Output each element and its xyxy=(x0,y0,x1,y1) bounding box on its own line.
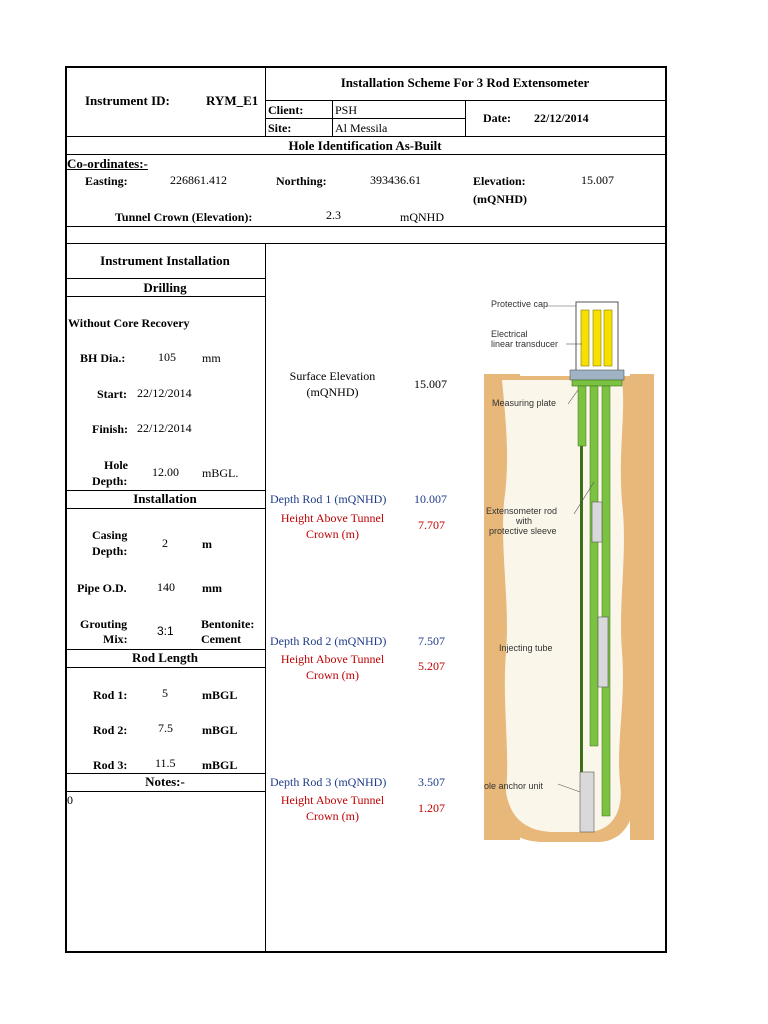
grout-label-1: Grouting xyxy=(80,617,128,631)
transducer-1 xyxy=(581,310,589,366)
hole-depth-label-2: Depth: xyxy=(92,474,128,488)
rod-2-label: Rod 2: xyxy=(93,723,128,737)
start-label: Start: xyxy=(97,387,127,401)
rod-sleeve-1 xyxy=(578,386,586,446)
section-line xyxy=(65,278,265,279)
injecting-tube-label: Injecting tube xyxy=(499,643,553,653)
rod-3-label: Rod 3: xyxy=(93,758,128,772)
site-label: Site: xyxy=(268,121,292,135)
section-line xyxy=(65,791,265,792)
rod-3-unit: mBGL xyxy=(202,758,238,772)
bh-dia-value: 105 xyxy=(158,350,176,364)
date-value: 22/12/2014 xyxy=(534,111,589,125)
hole-depth-unit: mBGL. xyxy=(202,466,239,480)
drilling-method: Without Core Recovery xyxy=(68,316,190,330)
hole-id-bottom xyxy=(65,154,665,155)
height-rod-1-label-2: Crown (m) xyxy=(306,527,359,541)
section-line xyxy=(65,296,265,297)
grout-label-2: Mix: xyxy=(103,632,128,646)
grout-value: 3:1 xyxy=(157,624,174,638)
page-title: Installation Scheme For 3 Rod Extensometer xyxy=(340,75,590,90)
anchor-label: ole anchor unit xyxy=(484,781,544,791)
rod-1-value: 5 xyxy=(162,686,168,700)
rod-2-unit: mBGL xyxy=(202,723,238,737)
height-rod-2-label-2: Crown (m) xyxy=(306,668,359,682)
pipe-od-value: 140 xyxy=(157,580,175,594)
spacer-bottom xyxy=(65,243,665,244)
section-line xyxy=(65,667,265,668)
bh-dia-label: BH Dia.: xyxy=(80,351,126,365)
elevation-value: 15.007 xyxy=(581,173,614,187)
finish-label: Finish: xyxy=(92,422,129,436)
tunnel-crown-unit: mQNHD xyxy=(400,210,444,224)
anchor-2 xyxy=(598,617,608,687)
section-line xyxy=(65,508,265,509)
transducer-2 xyxy=(593,310,601,366)
depth-rod-3-value: 3.507 xyxy=(418,775,445,789)
pipe-od-unit: mm xyxy=(202,581,222,595)
height-rod-3-label-2: Crown (m) xyxy=(306,809,359,823)
rod-1-unit: mBGL xyxy=(202,688,238,702)
rod-1-label: Rod 1: xyxy=(93,688,128,702)
notes-value: 0 xyxy=(67,793,73,807)
measuring-plate xyxy=(572,380,622,386)
drilling-title: Drilling xyxy=(143,280,187,295)
client-value: PSH xyxy=(335,103,358,117)
notes-title: Notes:- xyxy=(145,774,185,789)
instrument-installation-title: Instrument Installation xyxy=(100,253,230,268)
rod-3-value: 11.5 xyxy=(155,756,176,770)
hole-depth-label-1: Hole xyxy=(104,458,128,472)
measuring-plate-label: Measuring plate xyxy=(492,398,557,408)
injecting-tube xyxy=(580,446,583,826)
height-rod-1-label-1: Height Above Tunnel xyxy=(280,511,385,525)
anchor-3 xyxy=(580,772,594,832)
rod-label-1: Extensometer rod xyxy=(486,506,558,516)
transducer-label-2: linear transducer xyxy=(491,339,559,349)
client-label: Client: xyxy=(268,103,304,117)
depth-rod-2-value: 7.507 xyxy=(418,634,445,648)
rod-sleeve-3 xyxy=(602,386,610,816)
rod-label-3: protective sleeve xyxy=(489,526,557,536)
depth-rod-1-label: Depth Rod 1 (mQNHD) xyxy=(270,492,387,506)
start-value: 22/12/2014 xyxy=(137,386,192,400)
surface-label-1: Surface Elevation xyxy=(289,369,376,383)
northing-value: 393436.61 xyxy=(370,173,421,187)
transducer-3 xyxy=(604,310,612,366)
pipe-od-label: Pipe O.D. xyxy=(77,581,127,595)
hole-id-title: Hole Identification As-Built xyxy=(288,138,442,153)
height-rod-2-value: 5.207 xyxy=(418,659,445,673)
instrument-id-label: Instrument ID: xyxy=(85,93,170,108)
coordinates-label: Co-ordinates:- xyxy=(67,156,148,171)
height-rod-3-label-1: Height Above Tunnel xyxy=(280,793,385,807)
head-collar xyxy=(570,370,624,380)
client-site-divider xyxy=(265,118,465,119)
grout-unit-1: Bentonite: xyxy=(201,617,255,631)
casing-value: 2 xyxy=(162,536,168,550)
easting-value: 226861.412 xyxy=(170,173,227,187)
easting-label: Easting: xyxy=(85,174,128,188)
finish-value: 22/12/2014 xyxy=(137,421,192,435)
hole-depth-value: 12.00 xyxy=(152,465,179,479)
height-rod-3-value: 1.207 xyxy=(418,801,445,815)
main-vertical-divider xyxy=(265,243,266,951)
height-rod-2-label-1: Height Above Tunnel xyxy=(280,652,385,666)
surface-label-2: (mQNHD) xyxy=(306,385,359,399)
depth-rod-3-label: Depth Rod 3 (mQNHD) xyxy=(270,775,387,789)
rod-2-value: 7.5 xyxy=(158,721,173,735)
site-value: Al Messila xyxy=(335,121,388,135)
elevation-unit: (mQNHD) xyxy=(473,192,527,206)
elevation-label: Elevation: xyxy=(473,174,526,188)
rod-label-2: with xyxy=(516,516,533,526)
height-rod-1-value: 7.707 xyxy=(418,518,445,532)
date-label: Date: xyxy=(483,111,511,125)
transducer-label-1: Electrical xyxy=(491,329,528,339)
tunnel-crown-label: Tunnel Crown (Elevation): xyxy=(115,210,253,224)
date-divider xyxy=(465,100,466,136)
anchor-1 xyxy=(592,502,602,542)
northing-label: Northing: xyxy=(276,174,327,188)
surface-value: 15.007 xyxy=(414,377,447,391)
depth-rod-2-label: Depth Rod 2 (mQNHD) xyxy=(270,634,387,648)
casing-label-1: Casing xyxy=(92,528,128,542)
tunnel-crown-value: 2.3 xyxy=(326,208,341,222)
bh-dia-unit: mm xyxy=(202,351,221,365)
extensometer-diagram xyxy=(480,292,660,852)
grout-unit-2: Cement xyxy=(201,632,241,646)
casing-unit: m xyxy=(202,537,212,551)
rod-length-title: Rod Length xyxy=(131,650,199,665)
rod-sleeve-2 xyxy=(590,386,598,746)
protective-cap-label: Protective cap xyxy=(491,299,549,309)
coords-bottom xyxy=(65,226,665,227)
client-value-divider xyxy=(332,100,333,136)
instrument-id: RYM_E1 xyxy=(206,93,259,108)
installation-title: Installation xyxy=(133,491,197,506)
casing-label-2: Depth: xyxy=(92,544,128,558)
header-bottom xyxy=(65,136,665,137)
depth-rod-1-value: 10.007 xyxy=(414,492,447,506)
